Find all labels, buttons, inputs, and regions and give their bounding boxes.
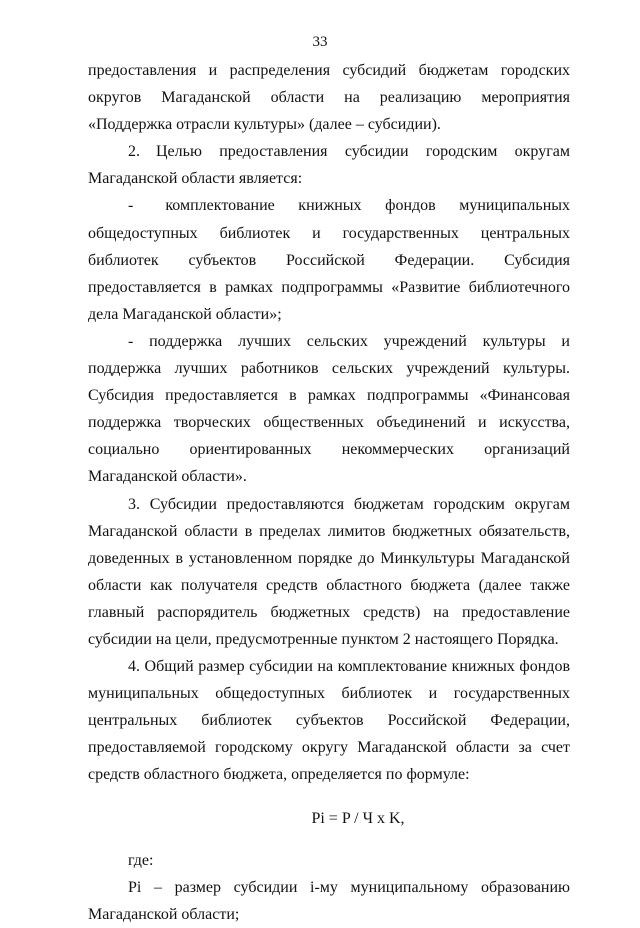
paragraph-subsidy-intro: предоставления и распределения субсидий бюджетам городских округов Магаданской области на реализацию мероприятия «Поддержка отрасли культуры» (далее – субсидии).	[88, 62, 570, 134]
paragraph-book-funds: - комплектование книжных фондов муниципальных общедоступных библиотек и государственных центральных библиотек субъектов Российской Федерации. Субсидия предоставляется в рамках подпрограммы «Развитие библиотечного дела Магаданской области»;	[88, 197, 570, 323]
paragraph-rural-support: - поддержка лучших сельских учреждений культуры и поддержка лучших работников сельских учреждений культуры. Субсидия предоставляется в рамках подпрограммы «Финансовая поддержка творческих общественных объединений и искусства, социально ориентированных некоммерческих организаций Магаданской области».	[88, 332, 570, 486]
formula: Pi = P / Ч x K,	[311, 809, 405, 827]
paragraph-purpose: 2. Целью предоставления субсидии городским округам Магаданской области является:	[88, 143, 570, 188]
definition-pi: Pi – размер субсидии i-му муниципальному образованию Магаданской области;	[88, 878, 570, 923]
paragraph-subsidy-size: 4. Общий размер субсидии на комплектование книжных фондов муниципальных общедоступных библиотек и государственных центральных библиотек субъектов Российской Федерации, предоставляемой городскому округу Магаданской области за счет средств областного бюджета, определяется по формуле:	[88, 658, 570, 784]
paragraph-budget-limits: 3. Субсидии предоставляются бюджетам городским округам Магаданской области в пределах лимитов бюджетных обязательств, доведенных в установленном порядке до Минкультуры Магаданской области как получателя средств областного бюджета (далее также главный распорядитель бюджетных средств) на предоставление субсидии на цели, предусмотренные пунктом 2 настоящего Порядка.	[88, 495, 570, 648]
document-body	[88, 57, 570, 928]
page-number: 33	[312, 34, 328, 50]
where-label: где:	[128, 851, 154, 869]
